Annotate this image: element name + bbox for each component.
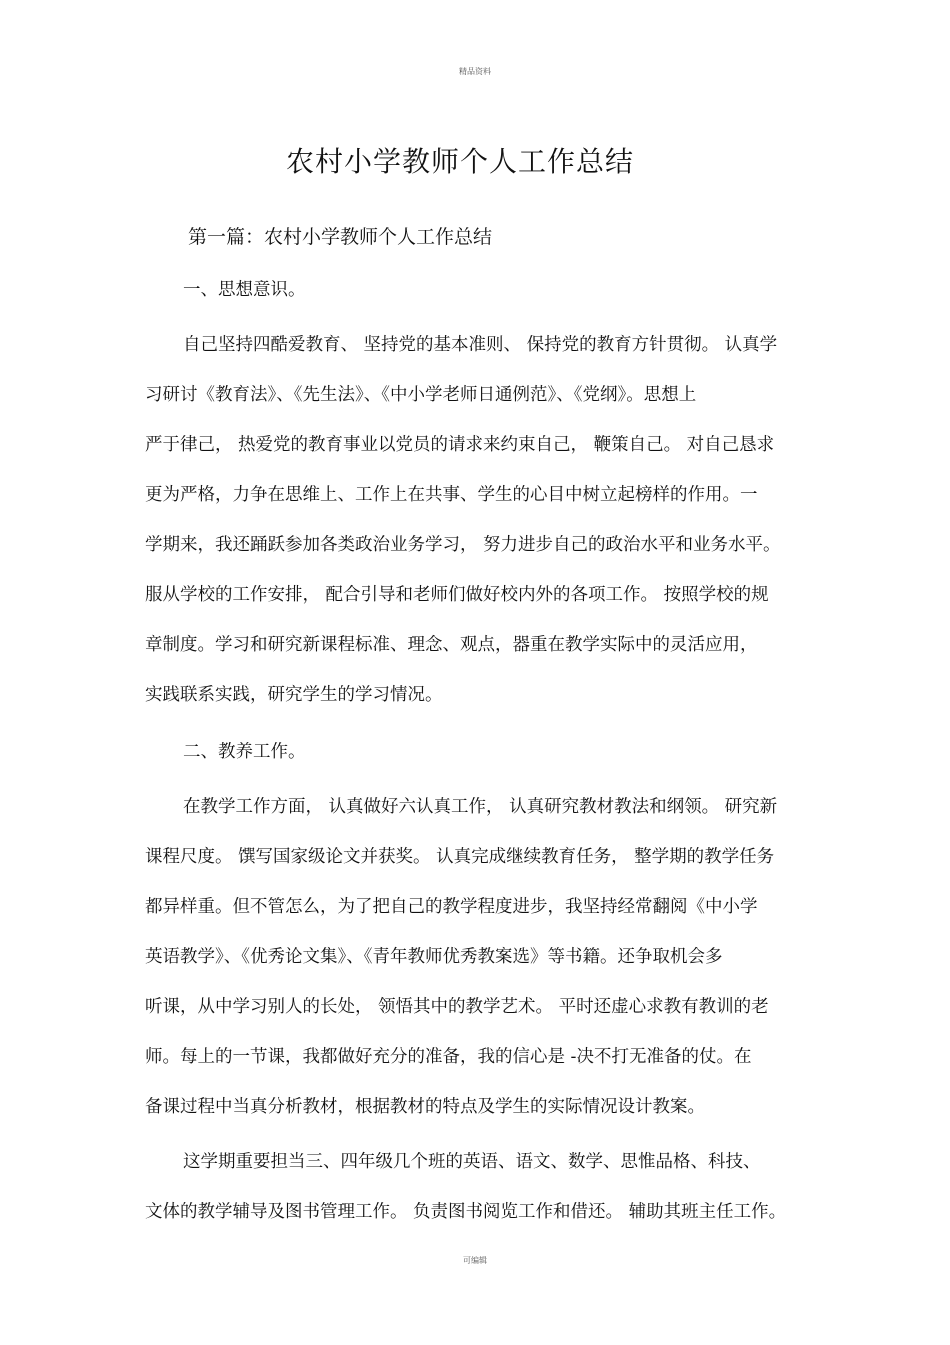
paragraph-line: 严于律己， 热爱党的教育事业以党员的请求来约束自己， 鞭策自己。 对自己恳求: [145, 435, 775, 455]
paragraph-line: 服从学校的工作安排， 配合引导和老师们做好校内外的各项工作。 按照学校的规: [145, 585, 769, 605]
section-heading-2: 二、教养工作。: [183, 742, 306, 762]
paragraph-line: 师。每上的一节课，我都做好充分的准备，我的信心是 -决不打无准备的仗。在: [145, 1047, 752, 1067]
paragraph-line: 在教学工作方面， 认真做好六认真工作， 认真研究教材教法和纲领。 研究新: [183, 797, 778, 817]
section-heading-1: 一、思想意识。: [183, 280, 306, 300]
paragraph-line: 学期来，我还踊跃参加各类政治业务学习， 努力进步自己的政治水平和业务水平。: [145, 535, 781, 555]
paragraph-line: 英语教学》、《优秀论文集》、《青年教师优秀教案选》等书籍。还争取机会多: [145, 947, 723, 967]
paragraph-line: 章制度。学习和研究新课程标准、理念、观点，器重在教学实际中的灵活应用，: [145, 635, 758, 655]
paragraph-line: 课程尺度。 馔写国家级论文并获奖。 认真完成继续教育任务， 整学期的教学任务: [145, 847, 775, 867]
paragraph-line: 都异样重。但不管怎么，为了把自己的教学程度进步，我坚持经常翻阅《中小学: [145, 897, 758, 917]
paragraph-line: 听课，从中学习别人的长处， 领悟其中的教学艺术。 平时还虚心求教有教训的老: [145, 997, 769, 1017]
paragraph-line: 更为严格，力争在思维上、工作上在共事、学生的心目中树立起榜样的作用。一: [145, 485, 758, 505]
paragraph-line: 自己坚持四酷爱教育、 坚持党的基本准则、 保持党的教育方针贯彻。 认真学: [183, 335, 778, 355]
paragraph-line: 实践联系实践，研究学生的学习情况。: [145, 685, 443, 705]
paragraph-line: 这学期重要担当三、四年级几个班的英语、语文、数学、思惟品格、科技、: [183, 1152, 761, 1172]
paragraph-line: 文体的教学辅导及图书管理工作。 负责图书阅览工作和借还。 辅助其班主任工作。: [145, 1202, 787, 1222]
document-title: 农村小学教师个人工作总结: [285, 145, 634, 178]
header-note: 精品资料: [459, 67, 491, 76]
footer-note: 可编辑: [463, 1256, 487, 1265]
paragraph-line: 习研讨《教育法》、《先生法》、《中小学老师日通例范》、《党纲》。思想上: [145, 385, 697, 405]
paragraph-line: 备课过程中当真分析教材，根据教材的特点及学生的实际情况设计教案。: [145, 1097, 705, 1117]
document-subtitle: 第一篇：农村小学教师个人工作总结: [188, 226, 493, 248]
